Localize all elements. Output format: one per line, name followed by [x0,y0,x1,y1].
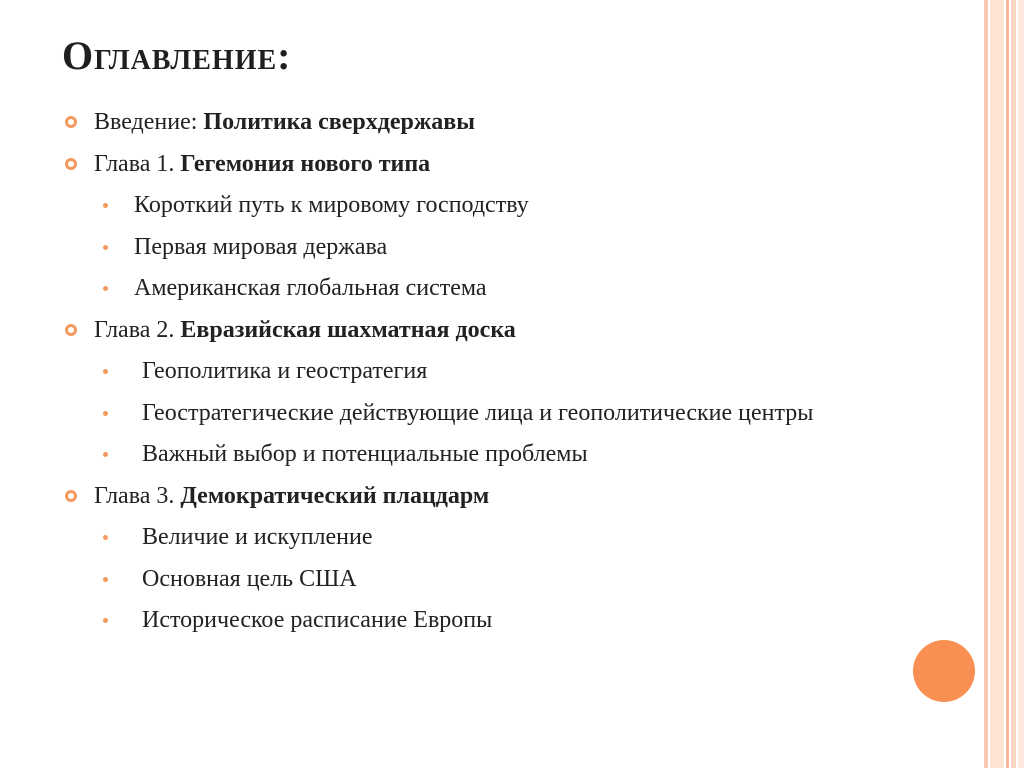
toc-section-text: Короткий путь к мировому господству [134,192,529,218]
toc-prefix: Глава 2. [94,316,181,343]
dot-bullet-icon [103,452,108,457]
toc-section-text: Американская глобальная система [134,275,487,301]
dot-bullet-icon [103,577,108,582]
ring-bullet-icon [65,158,77,170]
ring-bullet-icon [65,116,77,128]
toc-section [62,357,922,385]
dot-bullet-icon [103,618,108,623]
toc-section [62,399,922,427]
stripe [984,0,988,768]
slide-title: Оглавление: [62,33,292,78]
dot-bullet-icon [103,203,108,208]
dot-bullet-icon [103,286,108,291]
toc-title: Политика сверхдержавы [203,109,475,135]
toc-section [62,523,922,551]
dot-bullet-icon [103,369,108,374]
toc-prefix: Введение: [94,109,204,135]
toc-section-text: Геополитика и геостратегия [142,358,428,384]
toc-section [62,606,922,634]
toc-title: Демократический плацдарм [180,482,490,509]
stripe [1006,0,1009,768]
stripe [1018,0,1024,768]
toc-section [62,440,922,468]
toc-section-text: Важный выбор и потенциальные проблемы [142,441,588,467]
toc-section [62,274,922,302]
toc-section-text: Историческое расписание Европы [142,607,493,633]
stripe [1011,0,1016,768]
toc-section [62,191,922,219]
decorative-circle [913,640,975,702]
toc-chapter-1 [62,150,922,178]
toc-section-text: Первая мировая держава [134,233,388,260]
toc-section-text: Геостратегические действующие лица и геополитические центры [142,399,814,426]
toc-section-text: Основная цель США [142,565,357,592]
decorative-stripes [984,0,1024,768]
toc-prefix: Глава 1. [94,150,181,177]
toc-title: Евразийская шахматная доска [180,316,516,343]
toc-section [62,233,922,261]
dot-bullet-icon [103,411,108,416]
dot-bullet-icon [103,245,108,250]
toc-title: Гегемония нового типа [180,150,431,177]
toc-section-text: Величие и искупление [142,524,373,550]
toc-chapter-3 [62,482,922,510]
toc-prefix: Глава 3. [94,482,181,509]
toc-section [62,565,922,593]
toc-chapter-2 [62,316,922,344]
ring-bullet-icon [65,324,77,336]
toc-chapter-intro [62,108,922,136]
dot-bullet-icon [103,535,108,540]
stripe [990,0,1004,768]
ring-bullet-icon [65,490,77,502]
table-of-contents [62,108,922,648]
